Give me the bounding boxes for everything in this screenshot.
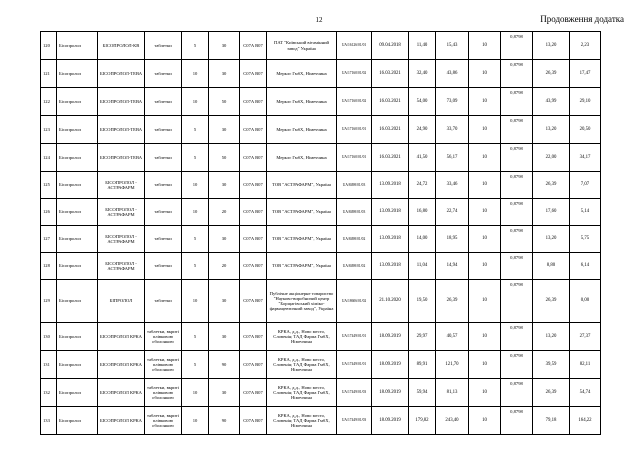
row-number-cell: 129	[41, 280, 57, 323]
trade-name-cell: БІСОПРОЛОЛ - АСТРАФАРМ	[98, 226, 145, 253]
exchange-rate-cell: 0,8798	[501, 280, 533, 323]
retail-price-cell: 22,74	[436, 199, 469, 226]
registration-number-cell: UA/8498/01/03	[337, 199, 372, 226]
manufacturer-cell: КРКА, д.д., Ново место, Словенія; ТАД Фарма ГмбХ, Німеччина	[267, 407, 337, 435]
generic-name-cell: Бісопролол	[57, 88, 98, 116]
reimbursement-amount-cell: 13,20	[533, 32, 570, 60]
generic-name-cell: Бісопролол	[57, 144, 98, 172]
dosage-form-cell: таблетки, вкриті плівковою оболонкою	[145, 379, 182, 407]
markup-percent-cell: 10	[469, 379, 501, 407]
markup-percent-cell: 10	[469, 60, 501, 88]
atc-code-cell: C07A B07	[240, 88, 267, 116]
wholesale-price-cell: 59,94	[409, 379, 436, 407]
wholesale-price-cell: 54,00	[409, 88, 436, 116]
wholesale-price-cell: 24,72	[409, 172, 436, 199]
registration-date-cell: 16.03.2021	[372, 60, 409, 88]
reimbursement-amount-cell: 26,39	[533, 172, 570, 199]
reimbursement-amount-cell: 26,39	[533, 280, 570, 323]
pack-quantity-cell: 30	[209, 226, 240, 253]
table-row	[41, 407, 601, 435]
row-number-cell: 125	[41, 172, 57, 199]
retail-price-cell: 56,17	[436, 144, 469, 172]
dosage-form-cell: таблетки	[145, 253, 182, 280]
dosage-form-cell: таблетки, вкриті плівковою оболонкою	[145, 351, 182, 379]
wholesale-price-cell: 11,40	[409, 32, 436, 60]
retail-price-cell: 73,09	[436, 88, 469, 116]
retail-price-cell: 43,86	[436, 60, 469, 88]
registration-number-cell: UA/8498/01/03	[337, 172, 372, 199]
pack-quantity-cell: 30	[209, 60, 240, 88]
atc-code-cell: C07A B07	[240, 323, 267, 351]
markup-percent-cell: 10	[469, 253, 501, 280]
dosage-form-cell: таблетки	[145, 88, 182, 116]
copayment-amount-cell: 17,47	[570, 60, 601, 88]
reimbursement-amount-cell: 13,20	[533, 226, 570, 253]
retail-price-cell: 26,39	[436, 280, 469, 323]
trade-name-cell: БІСОПРОЛОЛ-ТЕВА	[98, 88, 145, 116]
table-row	[41, 144, 601, 172]
atc-code-cell: C07A B07	[240, 32, 267, 60]
pack-quantity-cell: 50	[209, 144, 240, 172]
atc-code-cell: C07A B07	[240, 199, 267, 226]
table-row	[41, 323, 601, 351]
wholesale-price-cell: 14,00	[409, 226, 436, 253]
registration-date-cell: 16.03.2021	[372, 116, 409, 144]
registration-date-cell: 18.09.2019	[372, 323, 409, 351]
copayment-amount-cell: 5,75	[570, 226, 601, 253]
copayment-amount-cell: 20,50	[570, 116, 601, 144]
manufacturer-cell: Мерклє ГмбХ, Німеччина	[267, 88, 337, 116]
registration-date-cell: 18.09.2019	[372, 351, 409, 379]
row-number-cell: 133	[41, 407, 57, 435]
dose-cell: 10	[182, 379, 209, 407]
markup-percent-cell: 10	[469, 88, 501, 116]
registration-number-cell: UA/17160/01/01	[337, 144, 372, 172]
dose-cell: 5	[182, 351, 209, 379]
wholesale-price-cell: 24,90	[409, 116, 436, 144]
trade-name-cell: БІПРОЛОЛ	[98, 280, 145, 323]
generic-name-cell: Бісопролол	[57, 379, 98, 407]
exchange-rate-cell: 0,8798	[501, 351, 533, 379]
table-row	[41, 116, 601, 144]
dosage-form-cell: таблетки	[145, 199, 182, 226]
trade-name-cell: БІСОПРОЛОЛ - АСТРАФАРМ	[98, 253, 145, 280]
pack-quantity-cell: 30	[209, 172, 240, 199]
reimbursement-amount-cell: 26,39	[533, 60, 570, 88]
copayment-amount-cell: 27,37	[570, 323, 601, 351]
markup-percent-cell: 10	[469, 280, 501, 323]
dose-cell: 5	[182, 323, 209, 351]
wholesale-price-cell: 89,91	[409, 351, 436, 379]
pack-quantity-cell: 90	[209, 351, 240, 379]
row-number-cell: 122	[41, 88, 57, 116]
manufacturer-cell: ПАТ "Київський вітамінний завод" Україна	[267, 32, 337, 60]
dose-cell: 10	[182, 172, 209, 199]
table-row	[41, 379, 601, 407]
wholesale-price-cell: 11,04	[409, 253, 436, 280]
row-number-cell: 121	[41, 60, 57, 88]
pack-quantity-cell: 30	[209, 280, 240, 323]
manufacturer-cell: КРКА, д.д., Ново место, Словенія; ТАД Фарма ГмбХ, Німеччина	[267, 379, 337, 407]
dosage-form-cell: таблетки	[145, 60, 182, 88]
atc-code-cell: C07A B07	[240, 379, 267, 407]
manufacturer-cell: Мерклє ГмбХ, Німеччина	[267, 116, 337, 144]
registration-date-cell: 16.03.2021	[372, 144, 409, 172]
registration-number-cell: UA/17449/01/01	[337, 323, 372, 351]
manufacturer-cell: Публічне акціонерне товариство "Науково-виробничий центр "Борщагівський хіміко-фармацевтичний завод", Україна	[267, 280, 337, 323]
pack-quantity-cell: 30	[209, 32, 240, 60]
retail-price-cell: 33,46	[436, 172, 469, 199]
table-row	[41, 253, 601, 280]
table-row	[41, 351, 601, 379]
exchange-rate-cell: 0,8798	[501, 199, 533, 226]
retail-price-cell: 33,70	[436, 116, 469, 144]
reimbursement-amount-cell: 13,20	[533, 116, 570, 144]
pack-quantity-cell: 20	[209, 253, 240, 280]
retail-price-cell: 81,13	[436, 379, 469, 407]
exchange-rate-cell: 0,8798	[501, 379, 533, 407]
registration-date-cell: 18.09.2019	[372, 407, 409, 435]
reimbursement-amount-cell: 22,00	[533, 144, 570, 172]
registration-date-cell: 16.03.2021	[372, 88, 409, 116]
markup-percent-cell: 10	[469, 226, 501, 253]
copayment-amount-cell: 5,14	[570, 199, 601, 226]
generic-name-cell: Бісопролол	[57, 60, 98, 88]
copayment-amount-cell: 6,14	[570, 253, 601, 280]
dosage-form-cell: таблетки	[145, 280, 182, 323]
reimbursement-amount-cell: 17,60	[533, 199, 570, 226]
dose-cell: 5	[182, 253, 209, 280]
registration-number-cell: UA/17449/01/01	[337, 351, 372, 379]
dose-cell: 5	[182, 144, 209, 172]
page-number: 12	[315, 16, 323, 24]
markup-percent-cell: 10	[469, 351, 501, 379]
reimbursement-amount-cell: 79,18	[533, 407, 570, 435]
exchange-rate-cell: 0,8798	[501, 253, 533, 280]
trade-name-cell: БІСОПРОЛОЛ-КВ	[98, 32, 145, 60]
manufacturer-cell: КРКА, д.д., Ново место, Словенія; ТАД Фарма ГмбХ, Німеччина	[267, 351, 337, 379]
wholesale-price-cell: 179,82	[409, 407, 436, 435]
reimbursement-amount-cell: 39,59	[533, 351, 570, 379]
atc-code-cell: C07A B07	[240, 226, 267, 253]
retail-price-cell: 121,70	[436, 351, 469, 379]
table-row	[41, 199, 601, 226]
trade-name-cell: БІСОПРОЛОЛ - АСТРАФАРМ	[98, 172, 145, 199]
trade-name-cell: БІСОПРОЛОЛ КРКА	[98, 407, 145, 435]
row-number-cell: 132	[41, 379, 57, 407]
wholesale-price-cell: 41,50	[409, 144, 436, 172]
retail-price-cell: 15,43	[436, 32, 469, 60]
generic-name-cell: Бісопролол	[57, 116, 98, 144]
generic-name-cell: Бісопролол	[57, 280, 98, 323]
dosage-form-cell: таблетки, вкриті плівковою оболонкою	[145, 407, 182, 435]
registration-number-cell: UA/8498/01/02	[337, 226, 372, 253]
row-number-cell: 124	[41, 144, 57, 172]
dosage-form-cell: таблетки	[145, 172, 182, 199]
pack-quantity-cell: 30	[209, 116, 240, 144]
manufacturer-cell: ТОВ "АСТРАФАРМ", Україна	[267, 199, 337, 226]
registration-number-cell: UA/18606/01/02	[337, 280, 372, 323]
atc-code-cell: C07A B07	[240, 144, 267, 172]
wholesale-price-cell: 19,50	[409, 280, 436, 323]
trade-name-cell: БІСОПРОЛОЛ-ТЕВА	[98, 116, 145, 144]
copayment-amount-cell: 164,22	[570, 407, 601, 435]
markup-percent-cell: 10	[469, 32, 501, 60]
markup-percent-cell: 10	[469, 116, 501, 144]
row-number-cell: 130	[41, 323, 57, 351]
registration-date-cell: 13.09.2018	[372, 172, 409, 199]
dosage-form-cell: таблетки	[145, 32, 182, 60]
dosage-form-cell: таблетки	[145, 116, 182, 144]
registration-number-cell: UA/17449/01/03	[337, 379, 372, 407]
atc-code-cell: C07A B07	[240, 280, 267, 323]
retail-price-cell: 14,94	[436, 253, 469, 280]
dose-cell: 10	[182, 60, 209, 88]
markup-percent-cell: 10	[469, 407, 501, 435]
atc-code-cell: C07A B07	[240, 351, 267, 379]
table-row	[41, 60, 601, 88]
row-number-cell: 126	[41, 199, 57, 226]
wholesale-price-cell: 29,97	[409, 323, 436, 351]
reimbursement-amount-cell: 13,20	[533, 323, 570, 351]
table-row	[41, 172, 601, 199]
medicine-price-table	[40, 31, 601, 435]
dose-cell: 10	[182, 88, 209, 116]
exchange-rate-cell: 0,8798	[501, 407, 533, 435]
wholesale-price-cell: 16,80	[409, 199, 436, 226]
retail-price-cell: 18,95	[436, 226, 469, 253]
table-row	[41, 226, 601, 253]
generic-name-cell: Бісопролол	[57, 172, 98, 199]
exchange-rate-cell: 0,8798	[501, 60, 533, 88]
exchange-rate-cell: 0,8798	[501, 32, 533, 60]
dose-cell: 5	[182, 116, 209, 144]
registration-number-cell: UA/16126/01/01	[337, 32, 372, 60]
registration-date-cell: 13.09.2018	[372, 253, 409, 280]
registration-date-cell: 18.09.2019	[372, 379, 409, 407]
atc-code-cell: C07A B07	[240, 253, 267, 280]
table-row	[41, 88, 601, 116]
markup-percent-cell: 10	[469, 199, 501, 226]
row-number-cell: 127	[41, 226, 57, 253]
generic-name-cell: Бісопролол	[57, 323, 98, 351]
table-row	[41, 280, 601, 323]
generic-name-cell: Бісопролол	[57, 32, 98, 60]
copayment-amount-cell: 54,74	[570, 379, 601, 407]
reimbursement-amount-cell: 43,99	[533, 88, 570, 116]
exchange-rate-cell: 0,8798	[501, 88, 533, 116]
retail-price-cell: 243,40	[436, 407, 469, 435]
row-number-cell: 120	[41, 32, 57, 60]
trade-name-cell: БІСОПРОЛОЛ-ТЕВА	[98, 60, 145, 88]
trade-name-cell: БІСОПРОЛОЛ КРКА	[98, 379, 145, 407]
registration-number-cell: UA/17160/01/01	[337, 116, 372, 144]
copayment-amount-cell: 0,00	[570, 280, 601, 323]
dose-cell: 10	[182, 199, 209, 226]
copayment-amount-cell: 34,17	[570, 144, 601, 172]
dose-cell: 5	[182, 226, 209, 253]
exchange-rate-cell: 0,8798	[501, 116, 533, 144]
trade-name-cell: БІСОПРОЛОЛ КРКА	[98, 323, 145, 351]
copayment-amount-cell: 29,10	[570, 88, 601, 116]
atc-code-cell: C07A B07	[240, 60, 267, 88]
atc-code-cell: C07A B07	[240, 116, 267, 144]
manufacturer-cell: ТОВ "АСТРАФАРМ", Україна	[267, 226, 337, 253]
dose-cell: 10	[182, 280, 209, 323]
registration-date-cell: 21.10.2020	[372, 280, 409, 323]
pack-quantity-cell: 30	[209, 379, 240, 407]
registration-date-cell: 13.09.2018	[372, 226, 409, 253]
exchange-rate-cell: 0,8798	[501, 172, 533, 199]
trade-name-cell: БІСОПРОЛОЛ-ТЕВА	[98, 144, 145, 172]
continuation-label: Продовження додатка	[540, 14, 624, 24]
exchange-rate-cell: 0,8798	[501, 226, 533, 253]
dose-cell: 10	[182, 407, 209, 435]
manufacturer-cell: ТОВ "АСТРАФАРМ", Україна	[267, 172, 337, 199]
pack-quantity-cell: 20	[209, 199, 240, 226]
markup-percent-cell: 10	[469, 323, 501, 351]
trade-name-cell: БІСОПРОЛОЛ КРКА	[98, 351, 145, 379]
pack-quantity-cell: 50	[209, 88, 240, 116]
trade-name-cell: БІСОПРОЛОЛ - АСТРАФАРМ	[98, 199, 145, 226]
manufacturer-cell: КРКА, д.д., Ново место, Словенія; ТАД Фарма ГмбХ, Німеччина	[267, 323, 337, 351]
row-number-cell: 128	[41, 253, 57, 280]
wholesale-price-cell: 32,40	[409, 60, 436, 88]
markup-percent-cell: 10	[469, 172, 501, 199]
registration-number-cell: UA/17160/01/02	[337, 88, 372, 116]
generic-name-cell: Бісопролол	[57, 226, 98, 253]
dosage-form-cell: таблетки	[145, 144, 182, 172]
generic-name-cell: Бісопролол	[57, 253, 98, 280]
generic-name-cell: Бісопролол	[57, 351, 98, 379]
exchange-rate-cell: 0,8798	[501, 144, 533, 172]
registration-number-cell: UA/17160/01/02	[337, 60, 372, 88]
registration-date-cell: 13.09.2018	[372, 199, 409, 226]
atc-code-cell: C07A B07	[240, 172, 267, 199]
table-body	[41, 32, 601, 435]
reimbursement-amount-cell: 26,39	[533, 379, 570, 407]
atc-code-cell: C07A B07	[240, 407, 267, 435]
dosage-form-cell: таблетки	[145, 226, 182, 253]
dose-cell: 5	[182, 32, 209, 60]
copayment-amount-cell: 7,07	[570, 172, 601, 199]
markup-percent-cell: 10	[469, 144, 501, 172]
retail-price-cell: 40,57	[436, 323, 469, 351]
exchange-rate-cell: 0,8798	[501, 323, 533, 351]
pack-quantity-cell: 30	[209, 323, 240, 351]
copayment-amount-cell: 2,23	[570, 32, 601, 60]
dosage-form-cell: таблетки, вкриті плівковою оболонкою	[145, 323, 182, 351]
generic-name-cell: Бісопролол	[57, 199, 98, 226]
manufacturer-cell: Мерклє ГмбХ, Німеччина	[267, 60, 337, 88]
table-row	[41, 32, 601, 60]
registration-date-cell: 09.04.2018	[372, 32, 409, 60]
pack-quantity-cell: 90	[209, 407, 240, 435]
row-number-cell: 123	[41, 116, 57, 144]
registration-number-cell: UA/8498/01/02	[337, 253, 372, 280]
row-number-cell: 131	[41, 351, 57, 379]
manufacturer-cell: ТОВ "АСТРАФАРМ", Україна	[267, 253, 337, 280]
manufacturer-cell: Мерклє ГмбХ, Німеччина	[267, 144, 337, 172]
reimbursement-amount-cell: 8,80	[533, 253, 570, 280]
copayment-amount-cell: 82,11	[570, 351, 601, 379]
generic-name-cell: Бісопролол	[57, 407, 98, 435]
registration-number-cell: UA/17449/01/03	[337, 407, 372, 435]
